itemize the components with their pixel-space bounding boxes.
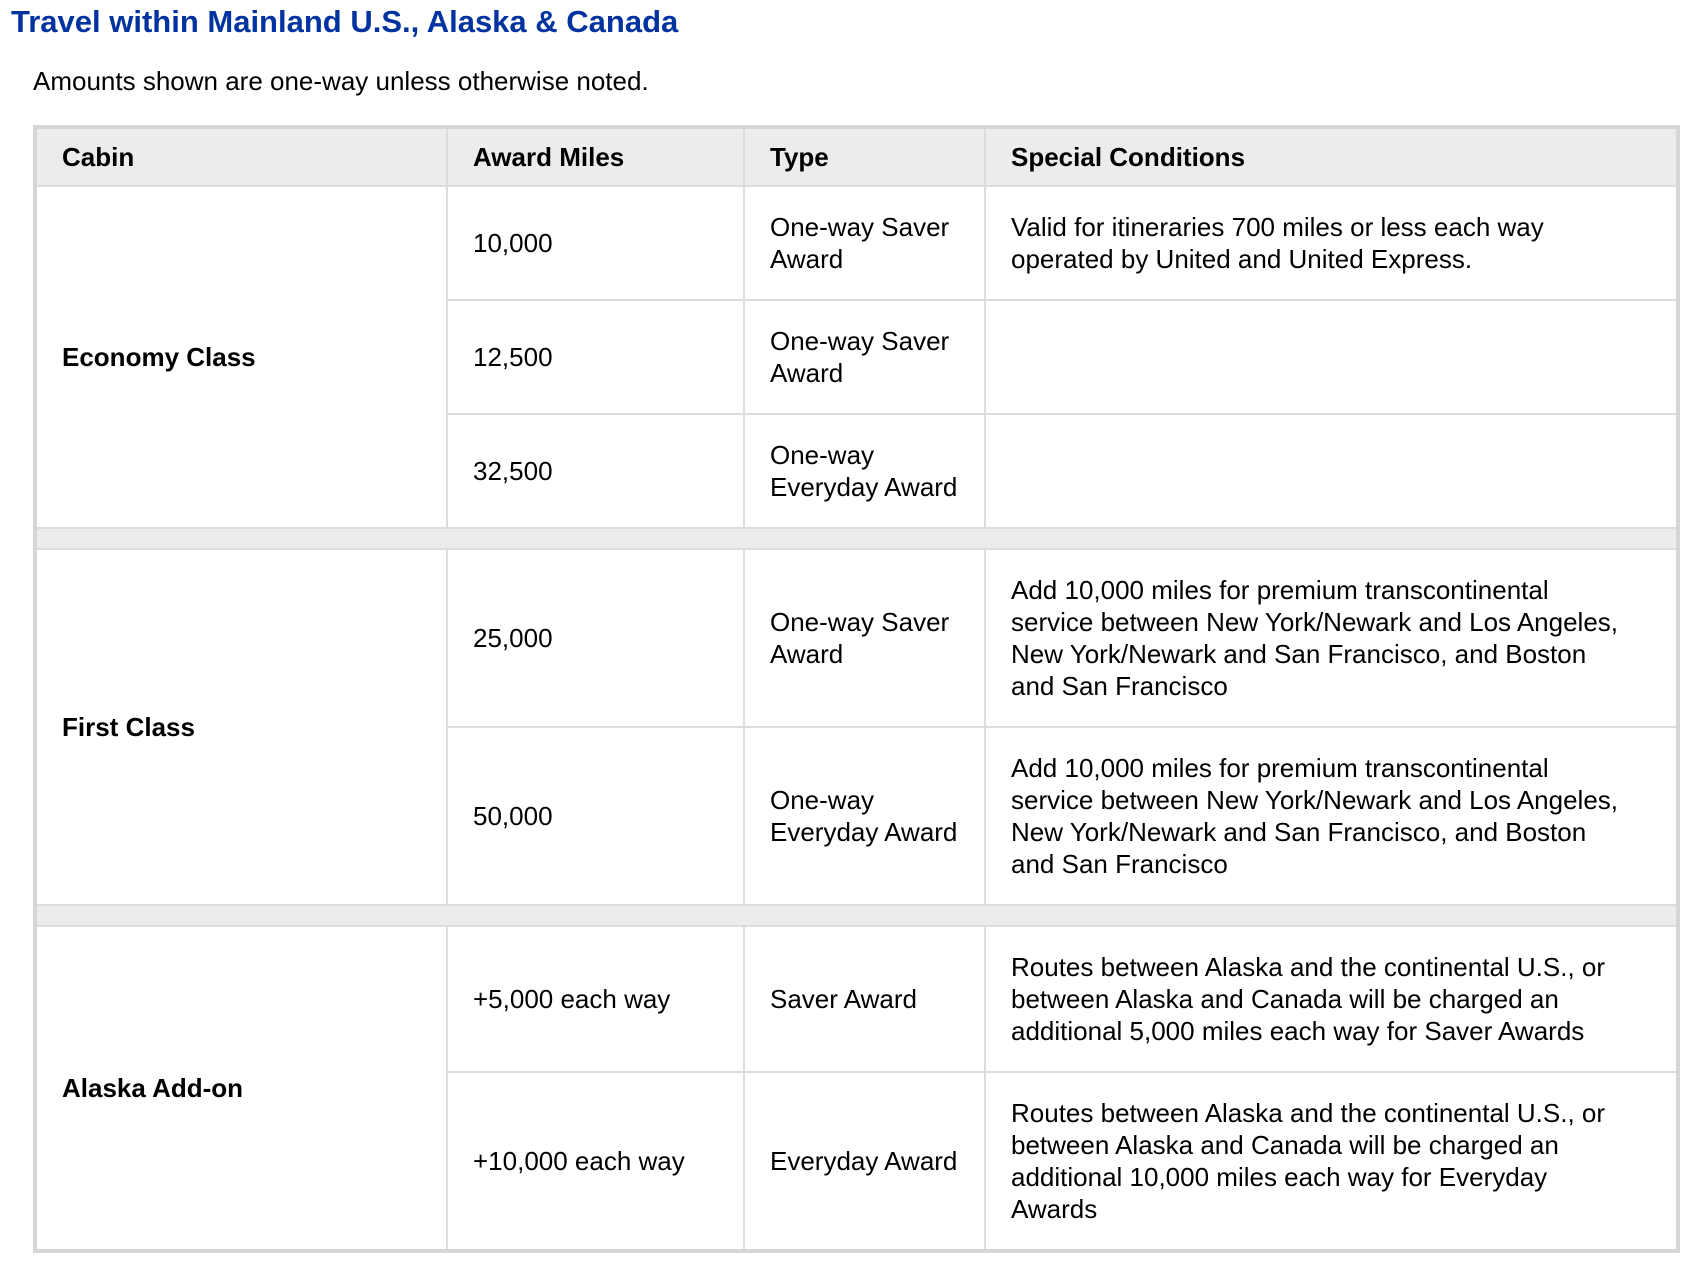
table-header-row bbox=[35, 127, 1678, 186]
award-miles-cell: 12,500 bbox=[447, 300, 744, 414]
type-cell: One-way Everyday Award bbox=[744, 414, 985, 528]
column-header-cabin: Cabin bbox=[35, 127, 447, 186]
group-separator bbox=[35, 528, 1678, 549]
type-cell: Everyday Award bbox=[744, 1072, 985, 1251]
table-row-economy-saver-short bbox=[35, 186, 1678, 300]
column-header-award-miles: Award Miles bbox=[447, 127, 744, 186]
column-header-special-conditions: Special Conditions bbox=[985, 127, 1678, 186]
page-subtitle: Amounts shown are one-way unless otherwise noted. bbox=[33, 65, 649, 96]
group-separator-band bbox=[35, 528, 1678, 549]
special-conditions-cell bbox=[985, 414, 1678, 528]
group-separator bbox=[35, 905, 1678, 926]
special-conditions-cell: Valid for itineraries 700 miles or less each way operated by United and United Express. bbox=[985, 186, 1678, 300]
type-cell: Saver Award bbox=[744, 926, 985, 1072]
special-conditions-cell: Add 10,000 miles for premium transcontinental service between New York/Newark and Los Angeles, New York/Newark and San Francisco, and Boston and San Francisco bbox=[985, 727, 1678, 905]
award-miles-cell: 25,000 bbox=[447, 549, 744, 727]
type-cell: One-way Saver Award bbox=[744, 300, 985, 414]
cabin-cell-economy: Economy Class bbox=[35, 186, 447, 528]
table-row-first-saver bbox=[35, 549, 1678, 727]
award-miles-cell: 10,000 bbox=[447, 186, 744, 300]
column-header-type: Type bbox=[744, 127, 985, 186]
cabin-cell-first-class: First Class bbox=[35, 549, 447, 905]
special-conditions-cell: Routes between Alaska and the continental U.S., or between Alaska and Canada will be charged an additional 10,000 miles each way for Everyday Awards bbox=[985, 1072, 1678, 1251]
special-conditions-cell bbox=[985, 300, 1678, 414]
special-conditions-cell: Add 10,000 miles for premium transcontinental service between New York/Newark and Los Angeles, New York/Newark and San Francisco, and Boston and San Francisco bbox=[985, 549, 1678, 727]
cabin-cell-alaska-add-on: Alaska Add-on bbox=[35, 926, 447, 1251]
type-cell: One-way Saver Award bbox=[744, 186, 985, 300]
award-miles-cell: 32,500 bbox=[447, 414, 744, 528]
type-cell: One-way Saver Award bbox=[744, 549, 985, 727]
award-chart-table bbox=[33, 125, 1680, 1253]
special-conditions-cell: Routes between Alaska and the continental U.S., or between Alaska and Canada will be charged an additional 5,000 miles each way for Saver Awards bbox=[985, 926, 1678, 1072]
award-miles-cell: +10,000 each way bbox=[447, 1072, 744, 1251]
page-title: Travel within Mainland U.S., Alaska & Canada bbox=[11, 4, 679, 39]
award-miles-cell: +5,000 each way bbox=[447, 926, 744, 1072]
award-miles-cell: 50,000 bbox=[447, 727, 744, 905]
table-row-alaska-saver bbox=[35, 926, 1678, 1072]
type-cell: One-way Everyday Award bbox=[744, 727, 985, 905]
group-separator-band bbox=[35, 905, 1678, 926]
